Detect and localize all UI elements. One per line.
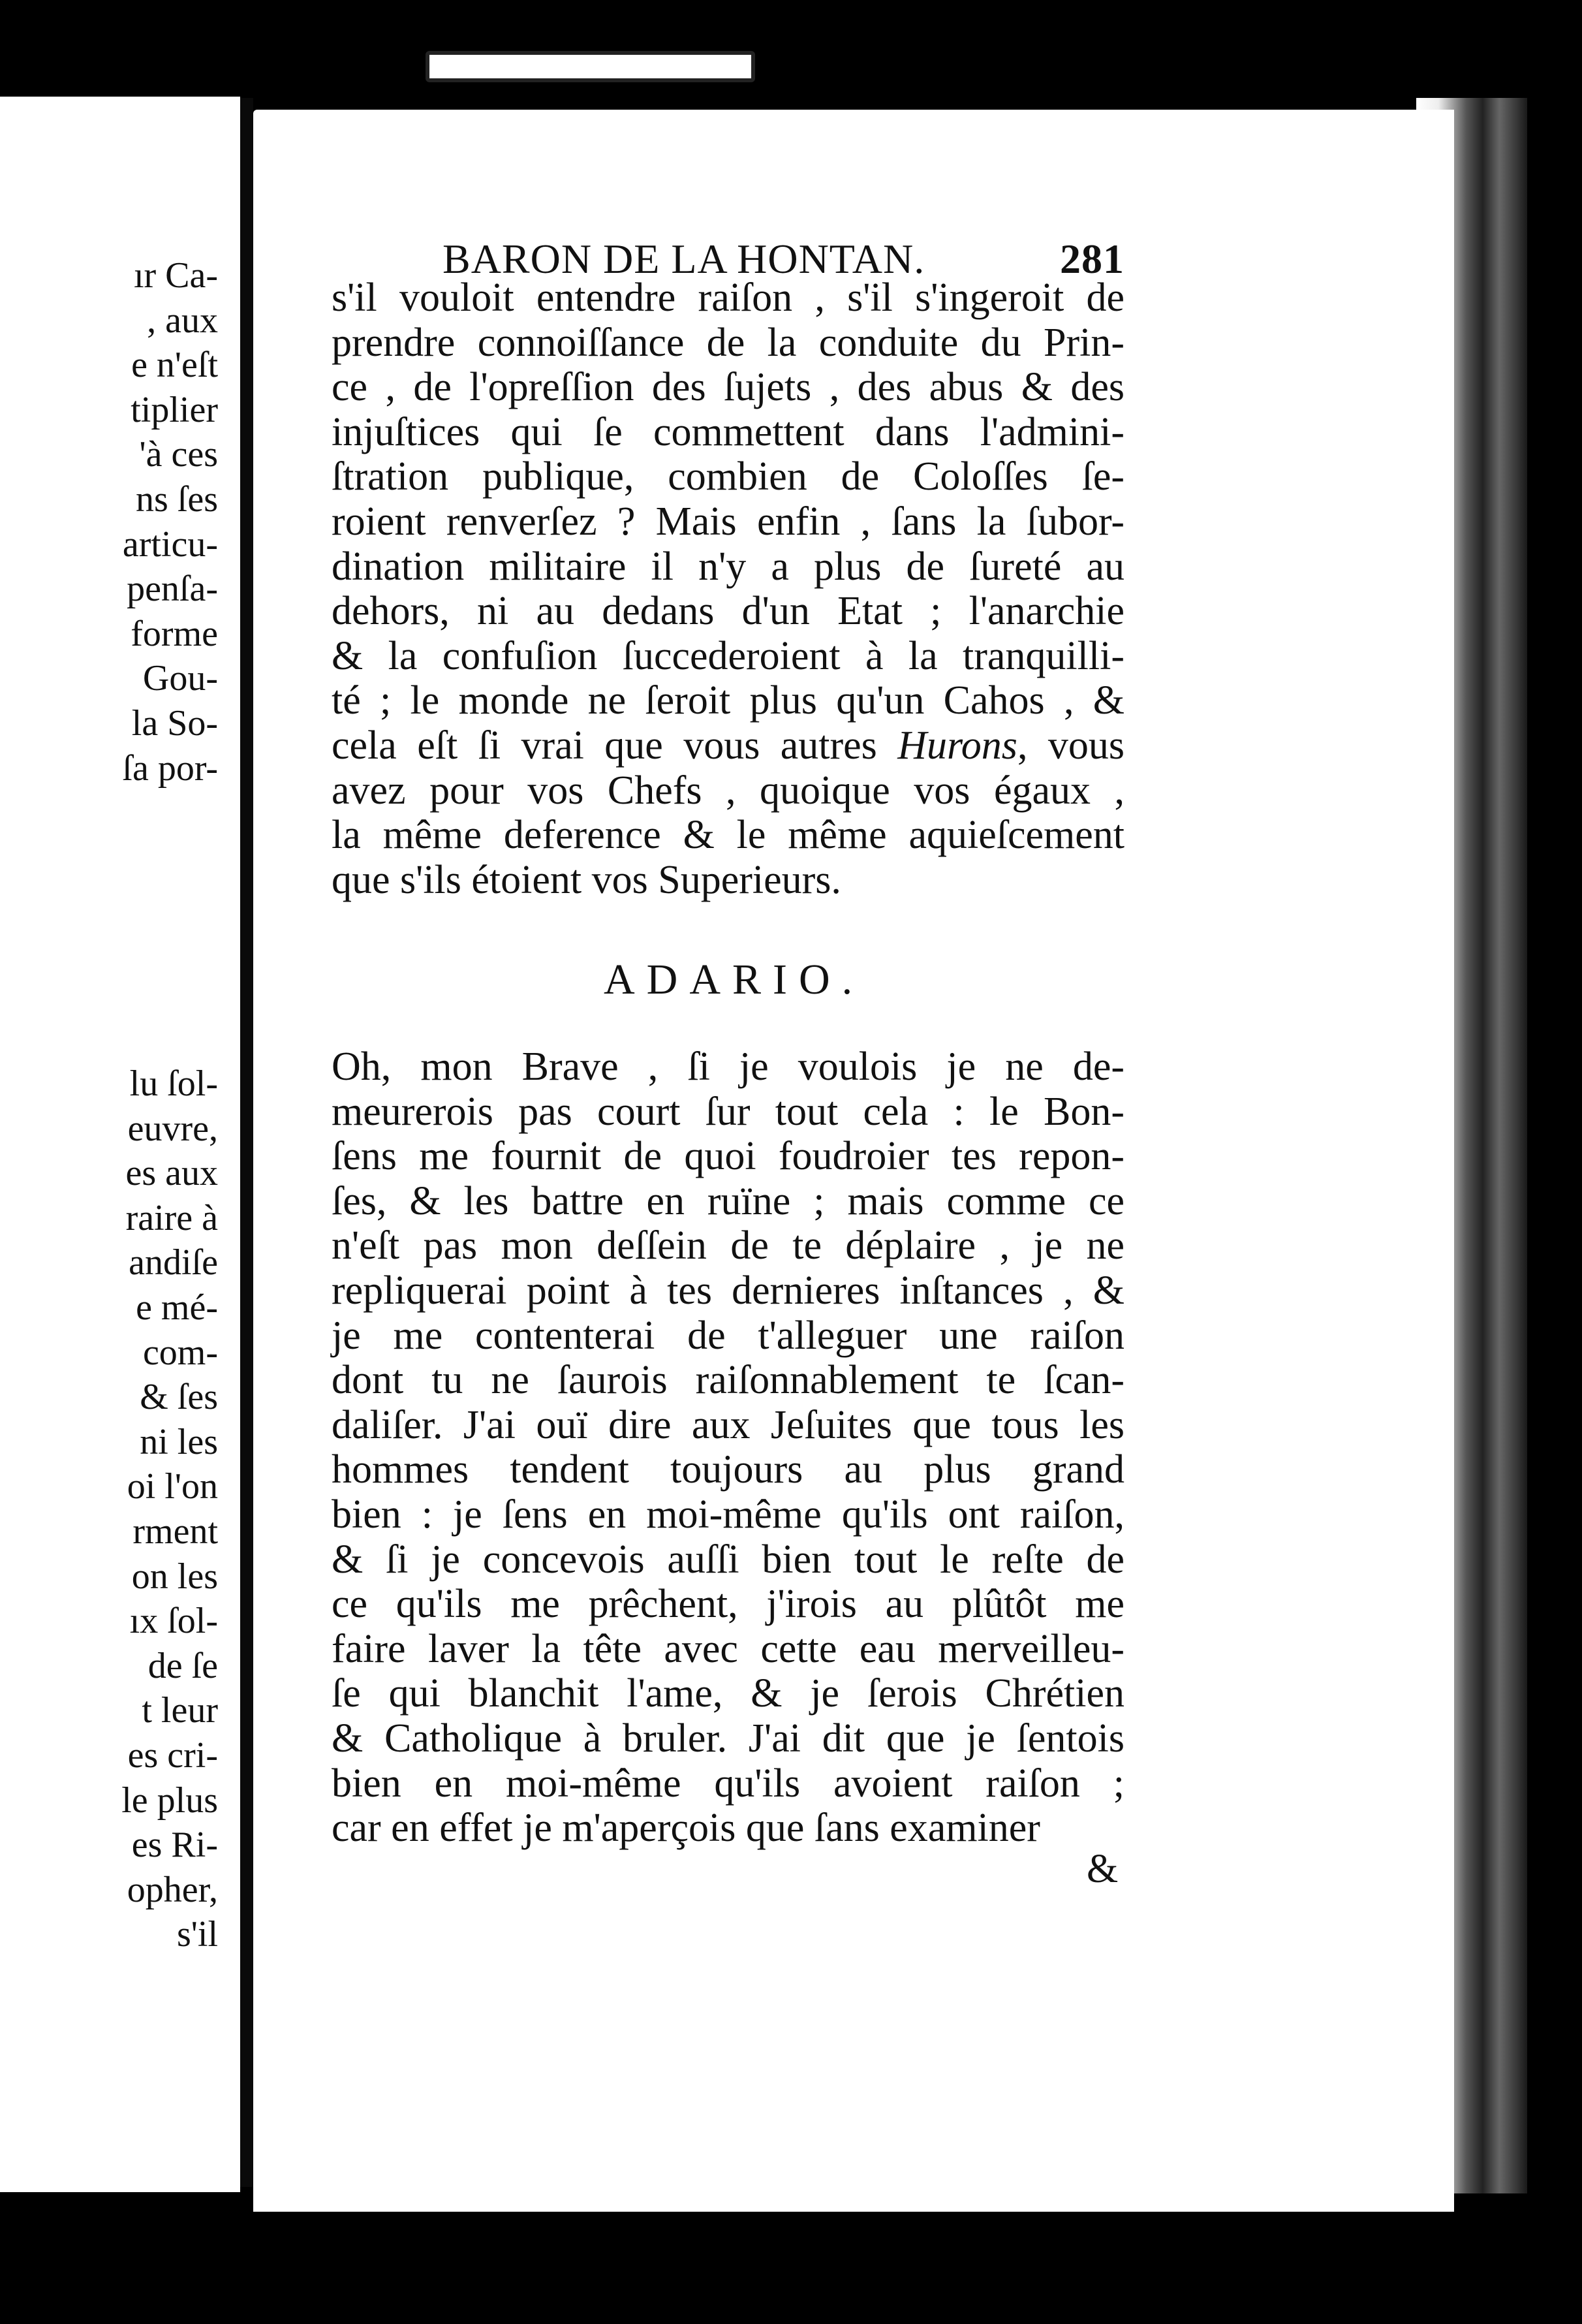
catchword: & [1087, 1847, 1119, 1891]
text-line-segment: , vous [1017, 723, 1124, 768]
facing-page-line: rment [132, 1511, 218, 1552]
facing-page-line: t leur [142, 1690, 218, 1731]
facing-page-line: ıx ſol- [129, 1601, 218, 1642]
facing-page-line: forme [131, 613, 218, 654]
paragraph-2 [332, 1044, 1124, 1851]
text-line: ſe qui blanchit l'ame, & je ſerois Chrétien [332, 1671, 1124, 1716]
scanner-clip [426, 51, 755, 82]
facing-page-line: Gou- [142, 658, 218, 699]
text-line: Oh, mon Brave , ſi je voulois je ne de- [332, 1044, 1124, 1089]
text-line: car en effet je m'aperçois que ſans examiner [332, 1806, 1040, 1851]
text-line: roient renverſez ? Mais enfin , ſans la ſubor- [332, 499, 1124, 544]
facing-page-line: lu ſol- [129, 1063, 218, 1104]
text-line: faire laver la tête avec cette eau merveilleu- [332, 1626, 1124, 1671]
page-number: 281 [1060, 236, 1124, 282]
facing-page-line: andiſe [129, 1242, 218, 1283]
facing-page-line: articu- [122, 524, 218, 565]
text-line: la même deference & le même aquieſcement [332, 813, 1124, 858]
text-line: je me contenterai de t'alleguer une raiſon [332, 1313, 1124, 1358]
text-line: & la confuſion ſuccederoient à la tranquilli- [332, 633, 1124, 678]
hurons-italic: Hurons [897, 723, 1017, 768]
text-line-segment: cela eſt ſi vrai que vous autres [332, 723, 898, 768]
text-line: injuſtices qui ſe commettent dans l'admini- [332, 409, 1124, 454]
facing-page-line: e mé- [136, 1287, 218, 1328]
text-line: daliſer. J'ai ouï dire aux Jeſuites que tous les [332, 1402, 1124, 1447]
facing-page-line: es cri- [127, 1735, 218, 1776]
facing-page-line: ni les [140, 1421, 218, 1462]
facing-page-line: la So- [131, 702, 218, 744]
facing-page-line: opher, [127, 1869, 218, 1910]
facing-page-line: com- [142, 1332, 218, 1373]
facing-page-line: s'il [177, 1914, 218, 1955]
text-line: meurerois pas court ſur tout cela : le Bon- [332, 1089, 1124, 1134]
text-line: que s'ils étoient vos Superieurs. [332, 857, 841, 902]
facing-page [0, 97, 240, 2192]
speaker-heading: ADARIO. [604, 956, 865, 1003]
text-line: ſes, & les battre en ruïne ; mais comme ce [332, 1178, 1124, 1223]
text-line: dination militaire il n'y a plus de ſureté au [332, 544, 1124, 589]
text-line [332, 723, 1124, 768]
text-line: repliquerai point à tes dernieres inſtances , & [332, 1268, 1124, 1313]
text-line: prendre connoiſſance de la conduite du Prin- [332, 320, 1124, 365]
facing-page-line: de ſe [147, 1645, 218, 1686]
text-line: ſens me fournit de quoi foudroier tes repon- [332, 1134, 1124, 1179]
text-line: avez pour vos Chefs , quoique vos égaux , [332, 768, 1124, 813]
text-line: & ſi je concevois auſſi bien tout le reſte de [332, 1537, 1124, 1582]
text-line: & Catholique à bruler. J'ai dit que je ſentois [332, 1716, 1124, 1761]
facing-page-line: 'à ces [139, 434, 218, 475]
facing-page-line: oi l'on [127, 1466, 218, 1507]
text-line: ce , de l'opreſſion des ſujets , des abus & des [332, 365, 1124, 410]
text-line: n'eſt pas mon deſſein de te déplaire , je ne [332, 1223, 1124, 1268]
facing-page-line: euvre, [127, 1108, 218, 1149]
facing-page-line: tiplier [131, 389, 218, 430]
facing-page-line: es aux [125, 1153, 218, 1194]
facing-page-line: e n'eſt [131, 345, 218, 386]
text-line: ſtration publique, combien de Coloſſes ſe- [332, 454, 1124, 499]
facing-page-line: penſa- [127, 569, 218, 610]
text-line: bien en moi-même qu'ils avoient raiſon ; [332, 1761, 1124, 1806]
facing-page-text-lower [121, 1061, 218, 1957]
facing-page-line: le plus [121, 1780, 218, 1821]
facing-page-line: ır Ca- [133, 255, 218, 296]
text-line: s'il vouloit entendre raiſon , s'il s'ingeroit de [332, 275, 1124, 320]
facing-page-line: raire à [125, 1197, 218, 1238]
running-head-title: BARON DE LA HONTAN. [442, 236, 925, 282]
facing-page-line: & ſes [140, 1377, 218, 1418]
facing-page-line: ns ſes [136, 479, 218, 520]
text-line: bien : je ſens en moi-même qu'ils ont raiſon, [332, 1492, 1124, 1537]
facing-page-line: ſa por- [122, 747, 218, 789]
facing-page-line: es Ri- [131, 1825, 218, 1866]
book-gutter [240, 98, 253, 2187]
facing-page-text-upper [122, 253, 218, 791]
text-line: dehors, ni au dedans d'un Etat ; l'anarchie [332, 589, 1124, 634]
facing-page-line: on les [131, 1556, 218, 1597]
text-line: té ; le monde ne ſeroit plus qu'un Cahos , & [332, 678, 1124, 723]
text-line: dont tu ne ſaurois raiſonnablement te ſcan- [332, 1358, 1124, 1403]
text-line: hommes tendent toujours au plus grand [332, 1447, 1124, 1492]
paragraph-1 [332, 275, 1124, 902]
facing-page-line: , aux [147, 300, 218, 341]
text-line: ce qu'ils me prêchent, j'irois au plûtôt me [332, 1582, 1124, 1627]
